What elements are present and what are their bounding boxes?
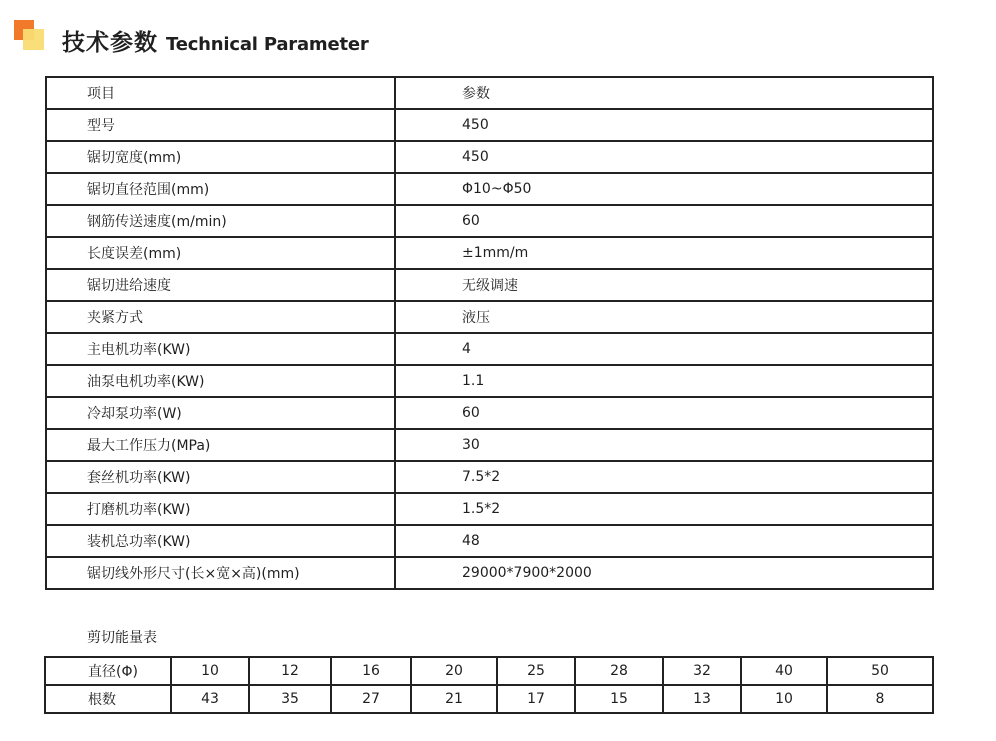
param-value: 450 xyxy=(395,109,933,141)
param-name: 夹紧方式 xyxy=(46,301,395,333)
param-value: 48 xyxy=(395,525,933,557)
table-row xyxy=(46,237,933,269)
cutting-capacity-title: 剪切能量表 xyxy=(87,630,157,646)
param-name: 钢筋传送速度(m/min) xyxy=(46,205,395,237)
table-row xyxy=(46,269,933,301)
diameter-cell: 50 xyxy=(827,657,933,685)
param-value: 液压 xyxy=(395,301,933,333)
param-name: 锯切进给速度 xyxy=(46,269,395,301)
param-name: 锯切宽度(mm) xyxy=(46,141,395,173)
count-cell: 10 xyxy=(741,685,827,713)
count-cell: 27 xyxy=(331,685,411,713)
table-row xyxy=(46,461,933,493)
param-value: 60 xyxy=(395,205,933,237)
param-name: 套丝机功率(KW) xyxy=(46,461,395,493)
param-name: 最大工作压力(MPa) xyxy=(46,429,395,461)
table-row xyxy=(46,525,933,557)
param-value: Φ10~Φ50 xyxy=(395,173,933,205)
param-value: 4 xyxy=(395,333,933,365)
table-row xyxy=(46,365,933,397)
diameter-cell: 28 xyxy=(575,657,663,685)
count-cell: 43 xyxy=(171,685,249,713)
param-value: 1.5*2 xyxy=(395,493,933,525)
param-value: 7.5*2 xyxy=(395,461,933,493)
table-row xyxy=(46,301,933,333)
count-label: 根数 xyxy=(45,685,171,713)
diameter-cell: 32 xyxy=(663,657,741,685)
count-cell: 15 xyxy=(575,685,663,713)
param-value: 1.1 xyxy=(395,365,933,397)
table-row xyxy=(46,429,933,461)
diameter-cell: 40 xyxy=(741,657,827,685)
table-row xyxy=(46,493,933,525)
table-row xyxy=(46,333,933,365)
param-name: 打磨机功率(KW) xyxy=(46,493,395,525)
param-value: 无级调速 xyxy=(395,269,933,301)
table-row xyxy=(46,173,933,205)
diameter-cell: 25 xyxy=(497,657,575,685)
diameter-cell: 12 xyxy=(249,657,331,685)
param-name: 装机总功率(KW) xyxy=(46,525,395,557)
param-value: 30 xyxy=(395,429,933,461)
table-row xyxy=(46,557,933,589)
table-row xyxy=(46,141,933,173)
table-row xyxy=(46,109,933,141)
cutting-capacity-table xyxy=(44,656,934,714)
count-cell: 8 xyxy=(827,685,933,713)
diameter-cell: 20 xyxy=(411,657,497,685)
diameter-label: 直径(Φ) xyxy=(45,657,171,685)
param-name: 冷却泵功率(W) xyxy=(46,397,395,429)
technical-parameter-table xyxy=(45,76,934,590)
title-chinese: 技术参数 xyxy=(62,30,158,56)
param-name: 长度误差(mm) xyxy=(46,237,395,269)
param-name: 主电机功率(KW) xyxy=(46,333,395,365)
param-name: 锯切直径范围(mm) xyxy=(46,173,395,205)
count-row xyxy=(45,685,933,713)
param-value: 参数 xyxy=(395,77,933,109)
param-name: 型号 xyxy=(46,109,395,141)
logo-yellow-square xyxy=(23,29,44,50)
count-cell: 17 xyxy=(497,685,575,713)
brand-logo xyxy=(14,20,46,54)
diameter-cell: 10 xyxy=(171,657,249,685)
page-title xyxy=(62,24,369,58)
param-name: 项目 xyxy=(46,77,395,109)
param-name: 油泵电机功率(KW) xyxy=(46,365,395,397)
param-name: 锯切线外形尺寸(长×宽×高)(mm) xyxy=(46,557,395,589)
title-english: Technical Parameter xyxy=(166,34,369,55)
table-row xyxy=(46,205,933,237)
count-cell: 13 xyxy=(663,685,741,713)
diameter-cell: 16 xyxy=(331,657,411,685)
diameter-row xyxy=(45,657,933,685)
table-row xyxy=(46,77,933,109)
param-value: 29000*7900*2000 xyxy=(395,557,933,589)
count-cell: 35 xyxy=(249,685,331,713)
param-value: 60 xyxy=(395,397,933,429)
table-row xyxy=(46,397,933,429)
param-value: 450 xyxy=(395,141,933,173)
count-cell: 21 xyxy=(411,685,497,713)
param-value: ±1mm/m xyxy=(395,237,933,269)
